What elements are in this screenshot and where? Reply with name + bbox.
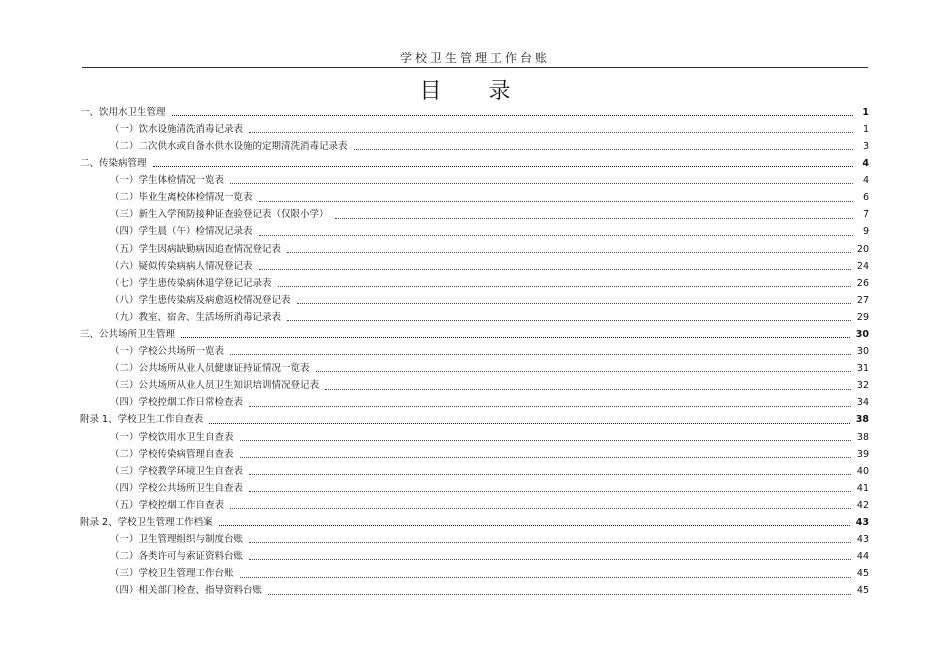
toc-entry-page-number: 45 — [856, 568, 869, 580]
toc-entry-label: （五）学生因病缺勤病因追查情况登记表 — [110, 243, 282, 255]
toc-dot-leader — [219, 525, 850, 526]
toc-entry-label: （一）饮水设施清洗消毒记录表 — [110, 123, 244, 135]
toc-section-entry[interactable] — [80, 514, 869, 531]
toc-dot-leader — [240, 577, 851, 578]
header-rule — [82, 67, 868, 68]
toc-subsection-entry[interactable] — [80, 224, 869, 241]
toc-subsection-entry[interactable] — [80, 172, 869, 189]
toc-entry-label: 二、传染病管理 — [80, 158, 147, 170]
toc-entry-page-number: 20 — [856, 243, 869, 255]
toc-entry-label: （六）疑似传染病病人情况登记表 — [110, 260, 253, 272]
toc-entry-page-number: 27 — [856, 294, 869, 306]
toc-subsection-entry[interactable] — [80, 378, 869, 395]
toc-dot-leader — [335, 218, 853, 219]
toc-subsection-entry[interactable] — [80, 275, 869, 292]
toc-entry-page-number: 30 — [855, 329, 869, 341]
toc-entry-label: （四）相关部门检查、指导资料台账 — [110, 585, 263, 597]
toc-subsection-entry[interactable] — [80, 343, 869, 360]
toc-dot-leader — [230, 183, 853, 184]
toc-entry-page-number: 45 — [856, 585, 869, 597]
toc-entry-label: （一）学校公共场所一览表 — [110, 346, 225, 358]
toc-entry-page-number: 4 — [862, 175, 869, 187]
toc-entry-label: （二）各类许可与索证资料台账 — [110, 551, 244, 563]
toc-entry-label: （三）学校教学环境卫生自查表 — [110, 465, 244, 477]
toc-dot-leader — [240, 440, 851, 441]
toc-dot-leader — [297, 303, 851, 304]
toc-dot-leader — [287, 320, 851, 321]
toc-dot-leader — [172, 115, 853, 116]
toc-entry-label: 三、公共场所卫生管理 — [80, 329, 176, 341]
toc-entry-label: 附录 2、学校卫生管理工作档案 — [80, 517, 213, 529]
toc-dot-leader — [249, 542, 851, 543]
toc-dot-leader — [259, 269, 851, 270]
toc-entry-label: （二）学校传染病管理自查表 — [110, 448, 234, 460]
toc-dot-leader — [278, 286, 851, 287]
toc-entry-label: （五）学校控烟工作自查表 — [110, 499, 225, 511]
toc-subsection-entry[interactable] — [80, 548, 869, 565]
toc-subsection-entry[interactable] — [80, 583, 869, 600]
toc-subsection-entry[interactable] — [80, 207, 869, 224]
toc-dot-leader — [249, 474, 851, 475]
toc-entry-page-number: 41 — [856, 482, 869, 494]
toc-entry-label: （四）学生晨（午）检情况记录表 — [110, 226, 253, 238]
toc-entry-page-number: 34 — [856, 397, 869, 409]
toc-entry-page-number: 6 — [862, 192, 869, 204]
toc-entry-page-number: 24 — [856, 260, 869, 272]
toc-dot-leader — [230, 354, 851, 355]
toc-entry-label: 一、饮用水卫生管理 — [80, 106, 166, 118]
toc-dot-leader — [249, 491, 851, 492]
toc-subsection-entry[interactable] — [80, 138, 869, 155]
toc-entry-label: （三）新生入学预防接种证查验登记表（仅限小学） — [110, 209, 329, 221]
toc-entry-label: （四）学校公共场所卫生自查表 — [110, 482, 244, 494]
toc-entry-page-number: 29 — [856, 311, 869, 323]
toc-entry-label: （三）学校卫生管理工作台账 — [110, 568, 234, 580]
toc-subsection-entry[interactable] — [80, 189, 869, 206]
toc-dot-leader — [181, 337, 850, 338]
toc-entry-page-number: 40 — [856, 465, 869, 477]
toc-dot-leader — [249, 559, 851, 560]
toc-dot-leader — [287, 252, 851, 253]
toc-entry-page-number: 38 — [856, 431, 869, 443]
toc-title: 目 录 — [419, 79, 531, 104]
toc-dot-leader — [249, 132, 853, 133]
toc-dot-leader — [249, 406, 851, 407]
toc-subsection-entry[interactable] — [80, 121, 869, 138]
toc-section-entry[interactable] — [80, 155, 869, 172]
toc-entry-page-number: 26 — [856, 277, 869, 289]
toc-subsection-entry[interactable] — [80, 531, 869, 548]
toc-entry-page-number: 44 — [856, 551, 869, 563]
toc-entry-label: （七）学生患传染病休退学登记记录表 — [110, 277, 272, 289]
toc-subsection-entry[interactable] — [80, 309, 869, 326]
toc-subsection-entry[interactable] — [80, 429, 869, 446]
toc-dot-leader — [316, 371, 851, 372]
toc-entry-label: 附录 1、学校卫生工作自查表 — [80, 414, 204, 426]
toc-entry-label: （一）学生体检情况一览表 — [110, 175, 225, 187]
toc-subsection-entry[interactable] — [80, 463, 869, 480]
toc-dot-leader — [325, 389, 851, 390]
toc-entry-page-number: 7 — [862, 209, 869, 221]
toc-subsection-entry[interactable] — [80, 292, 869, 309]
toc-entry-label: （一）学校饮用水卫生自查表 — [110, 431, 234, 443]
toc-subsection-entry[interactable] — [80, 566, 869, 583]
table-of-contents — [80, 104, 869, 600]
toc-entry-label: （二）二次供水或自备水供水设施的定期清洗消毒记录表 — [110, 140, 348, 152]
toc-entry-page-number: 43 — [855, 517, 869, 529]
toc-dot-leader — [230, 508, 851, 509]
toc-subsection-entry[interactable] — [80, 258, 869, 275]
toc-subsection-entry[interactable] — [80, 395, 869, 412]
toc-section-entry[interactable] — [80, 412, 869, 429]
toc-subsection-entry[interactable] — [80, 497, 869, 514]
toc-subsection-entry[interactable] — [80, 360, 869, 377]
toc-dot-leader — [354, 149, 853, 150]
toc-section-entry[interactable] — [80, 104, 869, 121]
toc-entry-page-number: 4 — [862, 158, 869, 170]
toc-entry-page-number: 32 — [856, 380, 869, 392]
toc-entry-page-number: 1 — [862, 106, 869, 118]
toc-subsection-entry[interactable] — [80, 480, 869, 497]
toc-entry-label: （二）毕业生离校体检情况一览表 — [110, 192, 253, 204]
toc-dot-leader — [240, 457, 851, 458]
toc-entry-page-number: 43 — [856, 534, 869, 546]
toc-entry-label: （三）公共场所从业人员卫生知识培训情况登记表 — [110, 380, 320, 392]
toc-dot-leader — [259, 235, 853, 236]
toc-subsection-entry[interactable] — [80, 241, 869, 258]
toc-entry-page-number: 39 — [856, 448, 869, 460]
toc-dot-leader — [259, 201, 853, 202]
toc-entry-label: （一）卫生管理组织与制度台账 — [110, 534, 244, 546]
toc-entry-page-number: 9 — [862, 226, 869, 238]
toc-dot-leader — [268, 594, 851, 595]
toc-entry-label: （八）学生患传染病及病愈返校情况登记表 — [110, 294, 291, 306]
toc-entry-label: （二）公共场所从业人员健康证持证情况一览表 — [110, 363, 310, 375]
toc-entry-page-number: 1 — [862, 123, 869, 135]
toc-entry-label: （九）教室、宿舍、生活场所消毒记录表 — [110, 311, 282, 323]
toc-entry-page-number: 42 — [856, 499, 869, 511]
toc-entry-page-number: 3 — [862, 140, 869, 152]
toc-entry-page-number: 30 — [856, 346, 869, 358]
toc-entry-label: （四）学校控烟工作日常检查表 — [110, 397, 244, 409]
running-header: 学校卫生管理工作台账 — [399, 51, 550, 65]
toc-section-entry[interactable] — [80, 326, 869, 343]
toc-entry-page-number: 38 — [855, 414, 869, 426]
toc-dot-leader — [209, 423, 850, 424]
toc-subsection-entry[interactable] — [80, 446, 869, 463]
toc-dot-leader — [153, 166, 853, 167]
toc-entry-page-number: 31 — [856, 363, 869, 375]
